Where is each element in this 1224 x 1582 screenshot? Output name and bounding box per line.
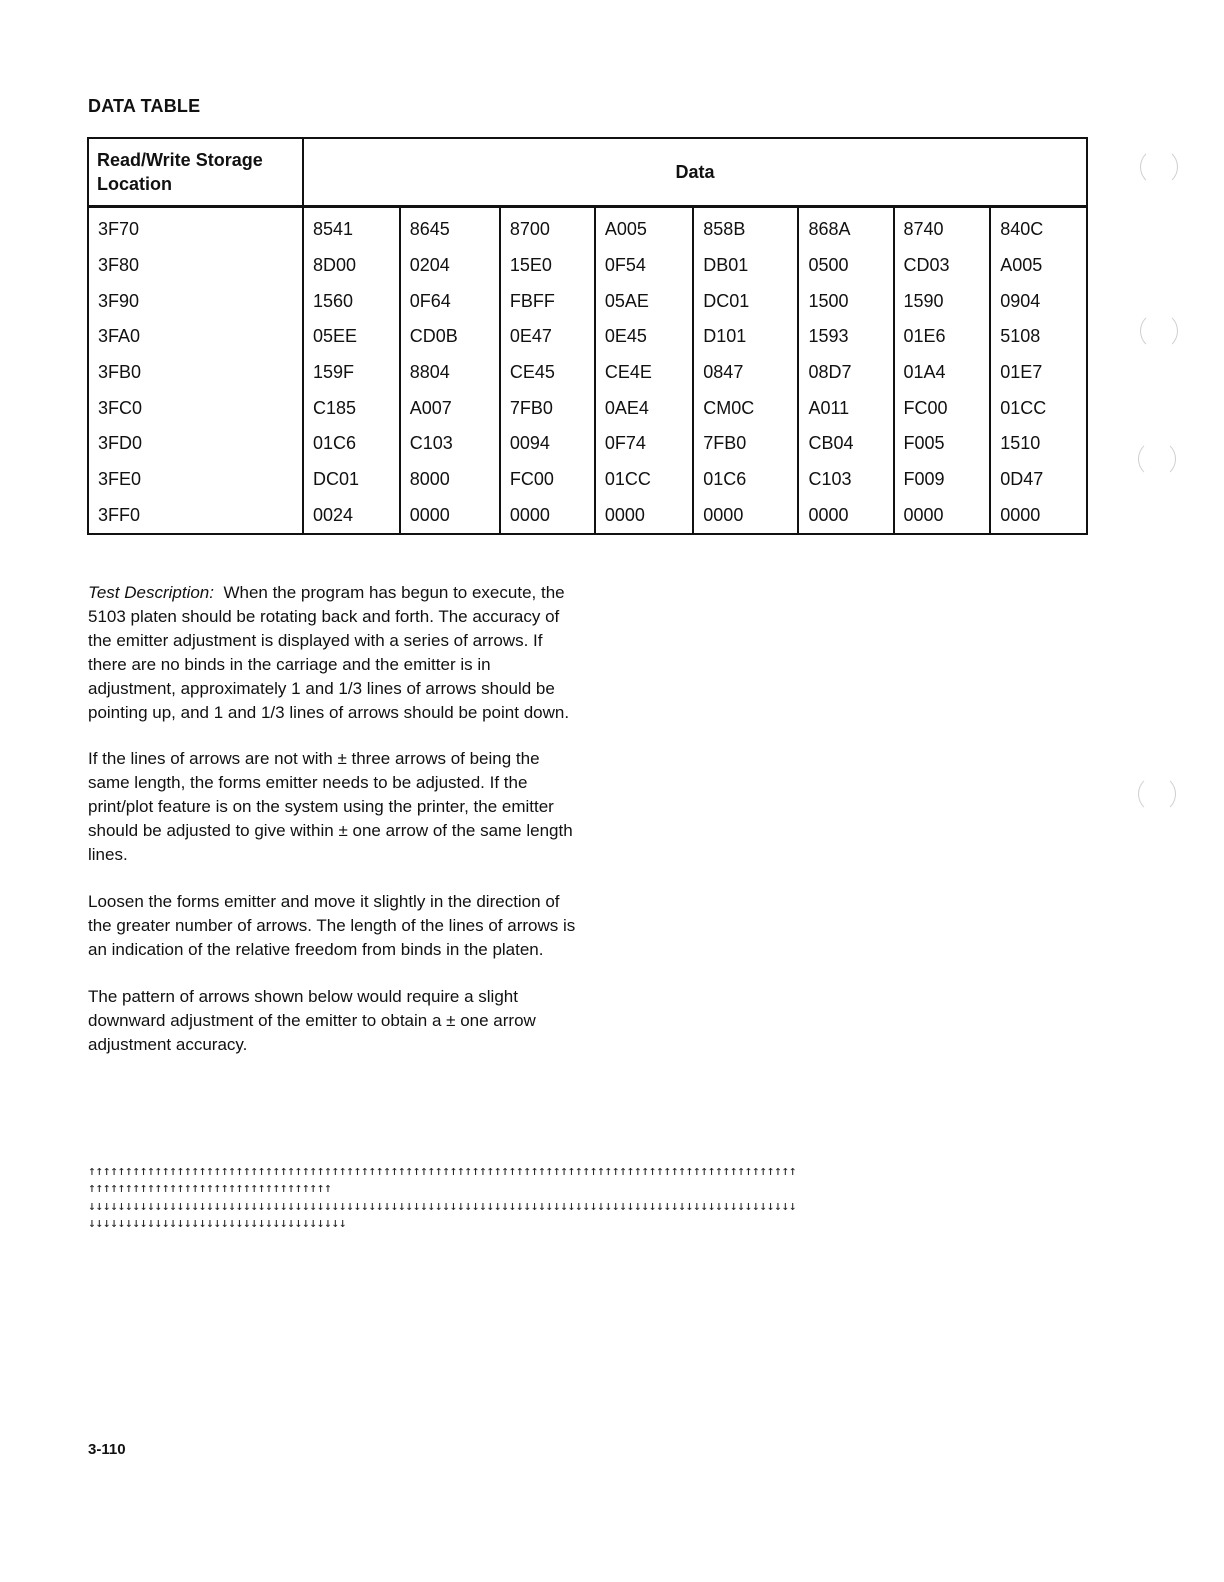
data-cell: 0000 [693,498,798,535]
data-cell: 0500 [798,248,893,284]
data-table [87,137,1088,535]
data-cell: C185 [303,390,400,426]
data-cell: 8804 [400,355,500,391]
data-cell: 8700 [500,207,595,248]
data-cell: CE4E [595,355,693,391]
table-row [88,283,1087,319]
data-cell: 0000 [500,498,595,535]
margin-mark [1140,148,1178,186]
location-cell: 3FD0 [88,426,303,462]
data-cell: 1510 [990,426,1087,462]
data-cell: 0F64 [400,283,500,319]
description-text-1: When the program has begun to execute, the 5103 platen should be rotating back and forth. The accuracy of the emitter adjustment is displayed with a series of arrows. If there are no binds in the carriage and the emitter is in adjustment, approximately 1 and 1/3 lines of arrows should be pointing up, and 1 and 1/3 lines of arrows should be point down. [88,583,570,722]
data-cell: CB04 [798,426,893,462]
data-cell: 1560 [303,283,400,319]
section-title: DATA TABLE [88,96,201,116]
data-cell: 05EE [303,319,400,355]
data-cell: 840C [990,207,1087,248]
data-cell: 8645 [400,207,500,248]
data-cell: DC01 [303,462,400,498]
data-cell: A007 [400,390,500,426]
location-cell: 3FB0 [88,355,303,391]
arrow-pattern [88,1163,796,1232]
data-cell: CE45 [500,355,595,391]
data-cell: 05AE [595,283,693,319]
data-cell: 0E45 [595,319,693,355]
down-arrows-line-2: ↓↓↓↓↓↓↓↓↓↓↓↓↓↓↓↓↓↓↓↓↓↓↓↓↓↓↓↓↓↓↓↓↓↓↓ [88,1215,347,1231]
data-cell: FC00 [500,462,595,498]
data-cell: 0847 [693,355,798,391]
data-cell: 7FB0 [693,426,798,462]
data-cell: F009 [894,462,991,498]
data-cell: D101 [693,319,798,355]
margin-mark [1138,440,1176,478]
data-cell: DC01 [693,283,798,319]
data-cell: 01E7 [990,355,1087,391]
data-cell: 0024 [303,498,400,535]
data-cell: 0E47 [500,319,595,355]
description-paragraph-3: Loosen the forms emitter and move it slightly in the direction of the greater number of arrows. The length of the lines of arrows is an indication of the relative freedom from binds in the platen. [88,891,576,959]
table-row [88,207,1087,248]
location-cell: 3F80 [88,248,303,284]
data-cell: 8000 [400,462,500,498]
up-arrows-line-1: ↑↑↑↑↑↑↑↑↑↑↑↑↑↑↑↑↑↑↑↑↑↑↑↑↑↑↑↑↑↑↑↑↑↑↑↑↑↑↑↑↑↑↑↑↑↑↑↑↑↑↑↑↑↑↑↑↑↑↑↑↑↑↑↑↑↑↑↑↑↑↑↑↑↑↑↑↑↑↑↑↑↑↑↑↑↑↑↑↑↑↑↑↑↑↑↑ [88,1164,797,1179]
down-arrows-line-1: ↓↓↓↓↓↓↓↓↓↓↓↓↓↓↓↓↓↓↓↓↓↓↓↓↓↓↓↓↓↓↓↓↓↓↓↓↓↓↓↓↓↓↓↓↓↓↓↓↓↓↓↓↓↓↓↓↓↓↓↓↓↓↓↓↓↓↓↓↓↓↓↓↓↓↓↓↓↓↓↓↓↓↓↓↓↓↓↓↓↓↓↓↓↓↓↓ [88,1198,797,1214]
data-cell: 01C6 [303,426,400,462]
table-body [88,207,1087,535]
table-row [88,426,1087,462]
data-cell: CM0C [693,390,798,426]
data-cell: 0000 [990,498,1087,535]
data-cell: 0000 [595,498,693,535]
data-cell: A011 [798,390,893,426]
data-cell: 1590 [894,283,991,319]
description-label: Test Description: [88,583,214,602]
data-cell: 8541 [303,207,400,248]
data-cell: 0F74 [595,426,693,462]
data-cell: 0094 [500,426,595,462]
margin-mark [1140,312,1178,350]
data-cell: 15E0 [500,248,595,284]
location-cell: 3FE0 [88,462,303,498]
table-row [88,462,1087,498]
data-cell: 868A [798,207,893,248]
data-cell: 01C6 [693,462,798,498]
data-cell: 01CC [595,462,693,498]
table-row [88,319,1087,355]
data-cell: 858B [693,207,798,248]
data-cell: 8740 [894,207,991,248]
data-cell: 01A4 [894,355,991,391]
data-cell: 0904 [990,283,1087,319]
description-paragraph-2: If the lines of arrows are not with ± three arrows of being the same length, the forms emitter needs to be adjusted. If the print/plot feature is on the system using the printer, the emitter should be adjusted to give within ± one arrow of the same length lines. [88,749,573,865]
table-header-row [88,138,1087,207]
data-cell: CD03 [894,248,991,284]
location-cell: 3FF0 [88,498,303,535]
data-cell: 7FB0 [500,390,595,426]
description-paragraph-4: The pattern of arrows shown below would require a slight downward adjustment of the emitter to obtain a ± one arrow adjustment accuracy. [88,986,536,1054]
data-cell: 159F [303,355,400,391]
location-column-header: Read/Write Storage Location [88,138,303,207]
test-description [88,581,578,1079]
data-cell: 08D7 [798,355,893,391]
data-cell: F005 [894,426,991,462]
location-cell: 3FA0 [88,319,303,355]
data-cell: A005 [990,248,1087,284]
data-cell: CD0B [400,319,500,355]
data-cell: 01CC [990,390,1087,426]
data-cell: 0204 [400,248,500,284]
data-cell: 1593 [798,319,893,355]
table-row [88,390,1087,426]
data-cell: C103 [400,426,500,462]
table-row [88,248,1087,284]
data-cell: FC00 [894,390,991,426]
data-cell: 0F54 [595,248,693,284]
page-number: 3-110 [88,1441,126,1458]
location-cell: 3F90 [88,283,303,319]
data-cell: 0AE4 [595,390,693,426]
data-cell: C103 [798,462,893,498]
up-arrows-line-2: ↑↑↑↑↑↑↑↑↑↑↑↑↑↑↑↑↑↑↑↑↑↑↑↑↑↑↑↑↑↑↑↑↑ [88,1181,332,1197]
data-cell: 8D00 [303,248,400,284]
data-cell: 0000 [400,498,500,535]
location-cell: 3F70 [88,207,303,248]
description-paragraph-1 [88,581,578,724]
data-cell: 01E6 [894,319,991,355]
data-cell: A005 [595,207,693,248]
data-cell: 0000 [894,498,991,535]
table-row [88,355,1087,391]
data-cell: 5108 [990,319,1087,355]
margin-mark [1138,775,1176,813]
data-column-header: Data [303,138,1087,207]
data-cell: 0D47 [990,462,1087,498]
data-cell: FBFF [500,283,595,319]
location-cell: 3FC0 [88,390,303,426]
data-cell: 1500 [798,283,893,319]
data-cell: 0000 [798,498,893,535]
data-cell: DB01 [693,248,798,284]
table-row [88,498,1087,535]
